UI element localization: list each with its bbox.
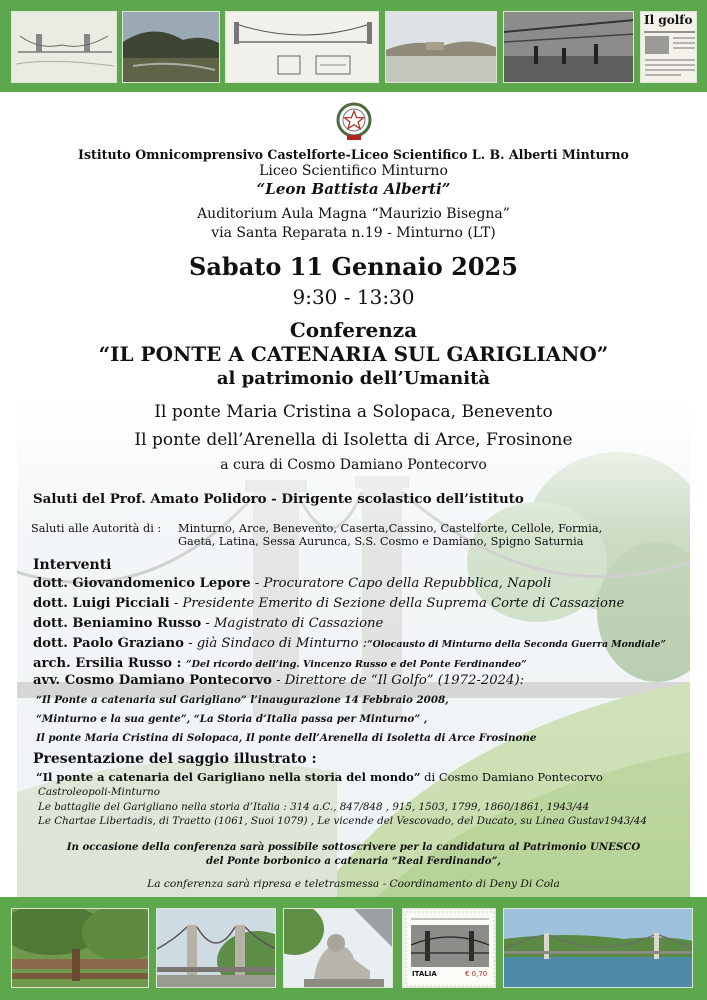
event-bridge-line-1: Il ponte Maria Cristina a Solopaca, Benevento xyxy=(154,402,553,422)
event-kind: Conferenza xyxy=(289,318,418,342)
main-greeting xyxy=(33,491,524,507)
greeting-role: - Dirigente scolastico dell’istituto xyxy=(266,491,524,507)
speaker-row xyxy=(33,616,383,631)
venue-line-1: Auditorium Aula Magna “Maurizio Bisegna” xyxy=(197,206,510,222)
book-author: di Cosmo Damiano Pontecorvo xyxy=(420,770,603,784)
unesco-line-2: del Ponte borbonico a catenaria “Real Ferdinando”, xyxy=(206,855,501,867)
stamp-value: € 0,70 xyxy=(465,970,488,978)
school-name: “Leon Battista Alberti” xyxy=(256,180,451,198)
speaker-quote: “Del ricordo dell’ing. Vincenzo Russo e del Ponte Ferdinandeo” xyxy=(186,659,527,670)
photo-coastal-view xyxy=(385,11,497,83)
speaker-role: - già Sindaco di Minturno : xyxy=(183,636,368,651)
speaker-role: - Presidente Emerito di Sezione della Suprema Corte di Cassazione xyxy=(169,596,625,611)
photo-bridge-river-view xyxy=(503,908,693,988)
event-subtitle: al patrimonio dell’Umanità xyxy=(216,368,491,389)
bottom-photo-band xyxy=(0,897,707,1000)
speaker-row xyxy=(33,636,666,651)
photo-bridge-engraving xyxy=(11,11,117,83)
school-line: Liceo Scientifico Minturno xyxy=(259,163,448,179)
authorities-line-2: Gaeta, Latina, Sessa Aurunca, S.S. Cosmo e Damiano, Spigno Saturnia xyxy=(178,535,584,548)
italian-republic-emblem-icon xyxy=(334,100,374,142)
top-photo-band xyxy=(0,0,707,92)
photo-landscape-painting xyxy=(122,11,220,83)
photo-postage-stamp xyxy=(402,908,496,988)
speaker-name: dott. Luigi Picciali xyxy=(33,596,170,611)
speaker-name: dott. Paolo Graziano xyxy=(33,636,184,651)
event-title: “IL PONTE A CATENARIA SUL GARIGLIANO” xyxy=(98,342,609,366)
broadcast-note: La conferenza sarà ripresa e teletrasmessa - Coordinamento di Deny Di Cola xyxy=(147,878,560,890)
photo-suspension-bridge-towers xyxy=(156,908,276,988)
speaker-row xyxy=(33,596,624,611)
event-time: 9:30 - 13:30 xyxy=(292,285,415,309)
photo-historic-bridge-workers xyxy=(503,11,634,83)
photo-bridge-railing xyxy=(11,908,149,988)
speaker-role: : xyxy=(172,656,187,671)
speaker-row xyxy=(33,576,551,591)
book-title: “Il ponte a catenaria del Garigliano nella storia del mondo” xyxy=(36,770,421,784)
book-line xyxy=(36,770,603,784)
unesco-line-1: In occasione della conferenza sarà possibile sottoscrivere per la candidatura al Patrimonio UNESCO xyxy=(66,841,641,853)
speaker-role: - Direttore de “Il Golfo” (1972-2024): xyxy=(271,673,525,688)
venue-line-2: via Santa Reparata n.19 - Minturno (LT) xyxy=(211,225,496,241)
presentation-line-2: Le battaglie del Garigliano nella storia d’Italia : 314 a.C., 847/848 , 915, 1503, 1799, 1860/1861, 1943/44 xyxy=(38,801,590,813)
presentation-line-1: Castroleopoli-Minturno xyxy=(38,786,160,798)
speaker-name: arch. Ersilia Russo xyxy=(33,656,173,671)
presentation-line-3: Le Chartae Libertadis, di Traetto (1061, Suoi 1079) , Le vicende del Vescovado, del Ducato, su Linea Gustav1943/44 xyxy=(38,815,647,827)
speaker-name: avv. Cosmo Damiano Pontecorvo xyxy=(33,673,272,688)
photo-newspaper-il-golfo xyxy=(640,11,697,83)
interventions-heading: Interventi xyxy=(33,557,112,573)
speaker-quote: “Olocausto di Minturno della Seconda Guerra Mondiale” xyxy=(367,639,666,650)
work-item: Il ponte Maria Cristina di Solopaca, Il ponte dell’Arenella di Isoletta di Arce Frosinone xyxy=(36,732,537,744)
stamp-country: ITALIA xyxy=(412,970,437,978)
event-bridge-line-2: Il ponte dell’Arenella di Isoletta di Arce, Frosinone xyxy=(134,430,573,450)
authorities-line-1: Minturno, Arce, Benevento, Caserta,Cassino, Castelforte, Cellole, Formia, xyxy=(178,522,603,535)
newspaper-masthead: Il golfo xyxy=(644,13,693,27)
speaker-role: - Magistrato di Cassazione xyxy=(201,616,384,631)
photo-bridge-technical-drawing xyxy=(225,11,379,83)
work-item: “Minturno e la sua gente”, “La Storia d’Italia passa per Minturno” , xyxy=(36,713,428,725)
speaker-name: dott. Beniamino Russo xyxy=(33,616,202,631)
work-item: “Il Ponte a catenaria sul Garigliano” l’inaugurazione 14 Febbraio 2008, xyxy=(36,694,449,706)
speaker-row xyxy=(33,656,527,671)
speaker-name: dott. Giovandomenico Lepore xyxy=(33,576,251,591)
photo-sphinx-statue xyxy=(283,908,393,988)
greeting-name: Saluti del Prof. Amato Polidoro xyxy=(33,491,267,507)
speaker-role: - Procuratore Capo della Repubblica, Napoli xyxy=(250,576,552,591)
authorities-label: Saluti alle Autorità di : xyxy=(31,522,162,535)
event-curator: a cura di Cosmo Damiano Pontecorvo xyxy=(220,457,487,473)
institute-name: Istituto Omnicomprensivo Castelforte-Liceo Scientifico L. B. Alberti Minturno xyxy=(78,147,629,162)
presentation-heading: Presentazione del saggio illustrato : xyxy=(33,751,317,767)
speaker-row xyxy=(33,673,524,688)
event-date: Sabato 11 Gennaio 2025 xyxy=(189,252,518,281)
